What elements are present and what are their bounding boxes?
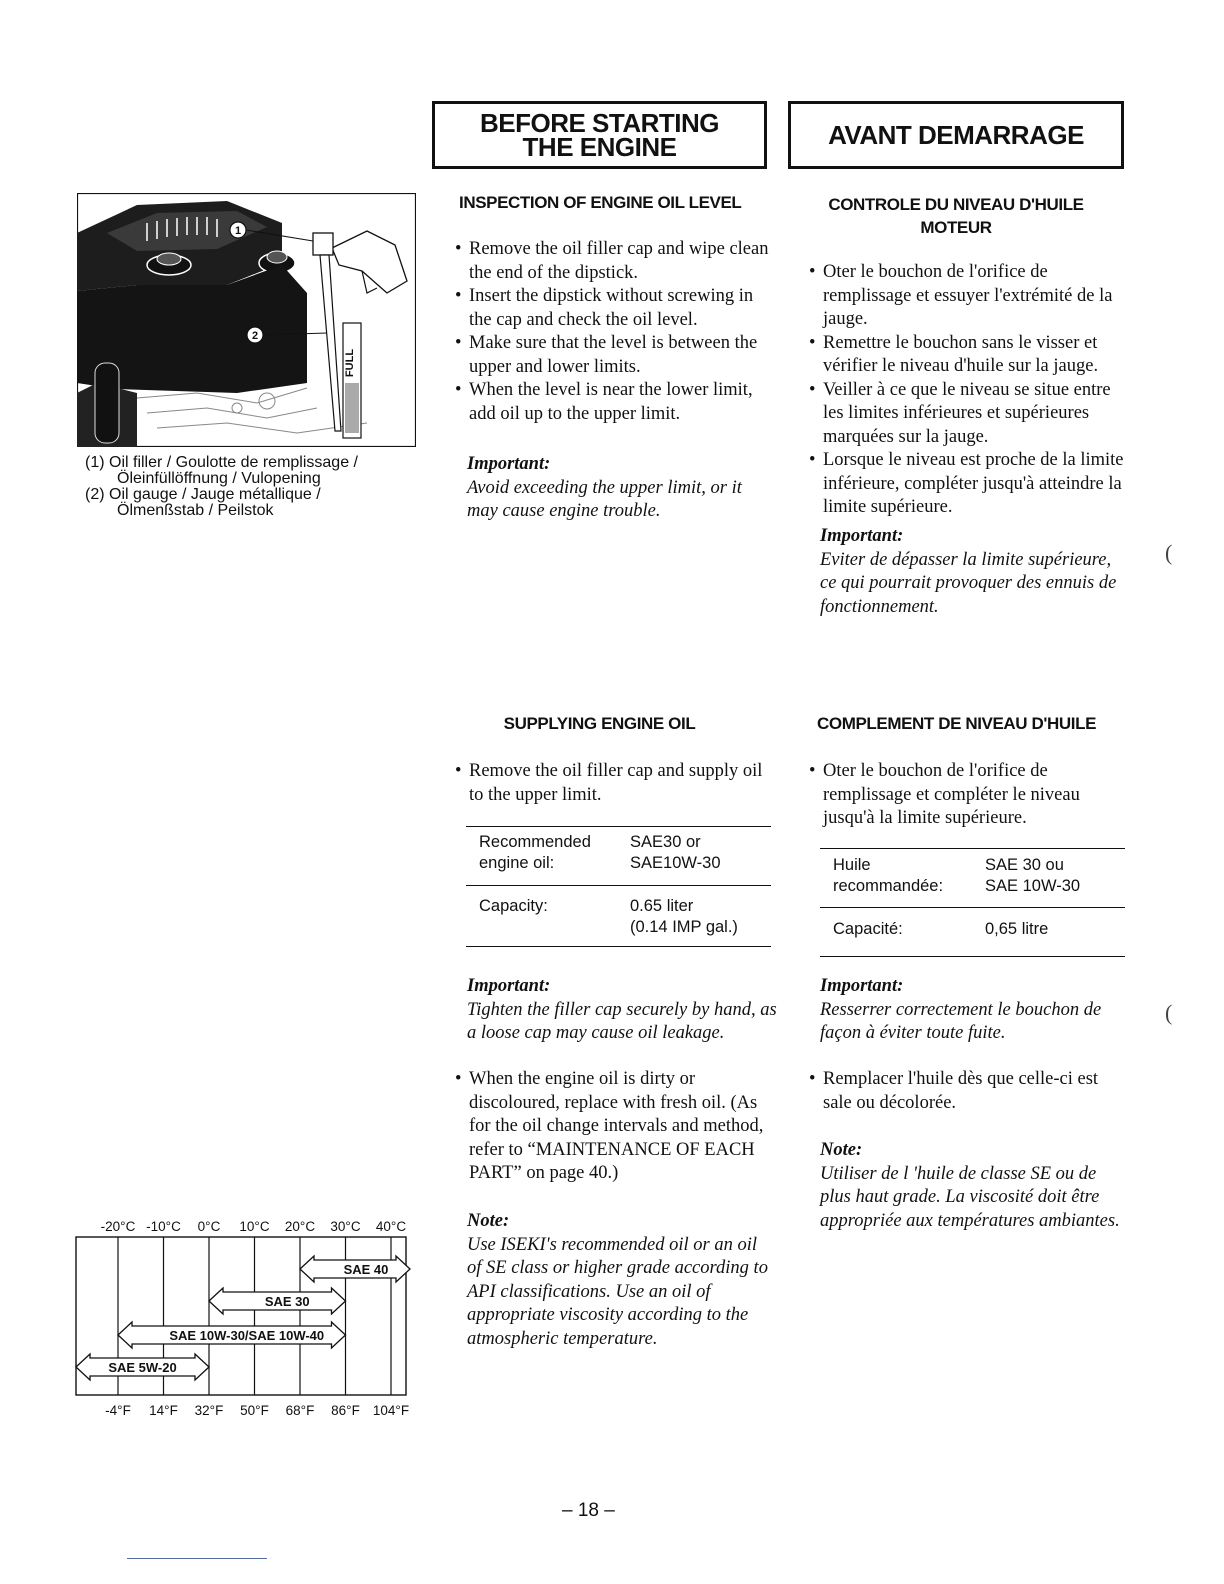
controle-bullets (809, 261, 1127, 520)
celsius-tick-label: 30°C (330, 1219, 361, 1234)
controle-important (820, 525, 1130, 619)
supplying-bullet-2 (455, 1068, 775, 1186)
spec-recommended-value (630, 832, 721, 874)
caption-1b: Öleinfüllöffnung / Vulopening (117, 470, 321, 487)
spec-capacity-value (630, 896, 738, 938)
engine-drawing (77, 193, 416, 447)
inspection-important (467, 453, 777, 524)
fahrenheit-tick-label: 50°F (240, 1403, 269, 1418)
fahrenheit-tick-label: 32°F (194, 1403, 224, 1418)
viscosity-grade-label: SAE 40 (343, 1262, 389, 1277)
spec-value-line: SAE30 or (630, 833, 701, 851)
fahrenheit-tick-label: 86°F (331, 1403, 360, 1418)
complement-important (820, 975, 1130, 1046)
list-item: • When the engine oil is dirty or discoloured, replace with fresh oil. (As for the oil change intervals and method, refer to “MAINTENANCE OF EACH PART” on page 40.) (455, 1068, 775, 1186)
complement-bullet (809, 760, 1127, 831)
page-number: – 18 – (562, 1500, 615, 1521)
viscosity-grade-label: SAE 10W-30/SAE 10W-40 (169, 1328, 325, 1343)
celsius-tick-label: 10°C (239, 1219, 270, 1234)
header-line-2: THE ENGINE (522, 132, 677, 162)
important-text: Avoid exceeding the upper limit, or it may cause engine trouble. (467, 477, 742, 521)
fr-spec-huile-value (985, 855, 1080, 897)
engine-illustration (77, 193, 416, 447)
list-item: • Oter le bouchon de l'orifice de remplissage et compléter le niveau jusqu'à la limite supérieure. (809, 760, 1127, 831)
note-text: Use ISEKI's recommended oil or an oil of SE class or higher grade according to API classifications. Use an oil of appropriate viscosity according to the atmospheric temperature. (467, 1234, 768, 1349)
celsius-tick-label: 20°C (284, 1219, 316, 1234)
caption-2b: Ölmenßstab / Peilstok (117, 502, 274, 519)
note-text: Utiliser de l 'huile de classe SE ou de plus haut grade. La viscosité doit être appropriée aux températures ambiantes. (820, 1163, 1120, 1231)
fr-table-rule-mid (820, 907, 1125, 908)
spec-label-line: recommandée: (833, 877, 944, 895)
celsius-tick-label: -10°C (146, 1219, 181, 1234)
fr-spec-capacite-label: Capacité: (833, 920, 903, 938)
spec-value-line: (0.14 IMP gal.) (630, 918, 738, 936)
important-text: Resserrer correctement le bouchon de façon à éviter toute fuite. (820, 999, 1102, 1043)
section-header-french (788, 101, 1124, 169)
header-french-title: AVANT DEMARRAGE (828, 120, 1084, 150)
fr-table-rule-top (820, 848, 1125, 849)
spec-value-line: SAE 30 ou (985, 856, 1064, 874)
table-rule-top (466, 826, 771, 827)
section-header-english (432, 101, 767, 169)
spec-capacity-label: Capacity: (479, 897, 548, 915)
supplying-important (467, 975, 777, 1046)
callout-2-number: 2 (251, 330, 259, 342)
fahrenheit-tick-label: 104°F (372, 1403, 410, 1418)
viscosity-grade-label: SAE 30 (264, 1294, 310, 1309)
caption-2a: (2) Oil gauge / Jauge métallique / (85, 486, 321, 503)
important-label: Important: (820, 976, 904, 996)
list-item: • Remove the oil filler cap and supply oil to the upper limit. (455, 760, 775, 807)
list-item: • Remettre le bouchon sans le visser et vérifier le niveau d'huile sur la jauge. (809, 332, 1127, 379)
inspection-title: INSPECTION OF ENGINE OIL LEVEL (459, 193, 742, 212)
list-item: • Oter le bouchon de l'orifice de remplissage et essuyer l'extrémité de la jauge. (809, 261, 1127, 332)
celsius-tick-label: -20°C (100, 1219, 136, 1234)
spec-value-line: 0.65 liter (630, 897, 694, 915)
list-item: • Insert the dipstick without screwing in the cap and check the oil level. (455, 285, 775, 332)
note-label: Note: (820, 1140, 863, 1160)
important-label: Important: (820, 526, 904, 546)
controle-title-line-1: CONTROLE DU NIVEAU D'HUILE (828, 195, 1084, 214)
spec-label-line: Huile (833, 856, 871, 874)
spec-value-line: SAE 10W-30 (985, 877, 1081, 895)
complement-note (820, 1139, 1128, 1233)
viscosity-chart-svg (70, 1215, 420, 1425)
dipstick-full-label: FULL (344, 348, 356, 378)
caption-1a: (1) Oil filler / Goulotte de remplissage / (85, 454, 358, 471)
table-rule-bottom (466, 946, 771, 947)
complement-title: COMPLEMENT DE NIVEAU D'HUILE (817, 714, 1097, 733)
supplying-note (467, 1210, 775, 1351)
list-item: • Lorsque le niveau est proche de la limite inférieure, compléter jusqu'à atteindre la limite supérieure. (809, 449, 1127, 520)
important-label: Important: (467, 976, 551, 996)
margin-mark: ( (1165, 540, 1173, 565)
spec-recommended-label: Recommended engine oil: (479, 833, 591, 872)
fr-spec-capacite-value: 0,65 litre (985, 920, 1049, 938)
figure-caption (85, 455, 415, 519)
list-item: • Remplacer l'huile dès que celle-ci est sale ou décolorée. (809, 1068, 1127, 1115)
callout-1-number: 1 (234, 225, 242, 237)
list-item: • Remove the oil filler cap and wipe clean the end of the dipstick. (455, 238, 775, 285)
fahrenheit-tick-label: 68°F (285, 1403, 315, 1418)
fahrenheit-tick-label: 14°F (149, 1403, 178, 1418)
fahrenheit-tick-label: -4°F (105, 1403, 131, 1418)
spec-value-line: SAE10W-30 (630, 854, 721, 872)
inspection-bullets (455, 238, 775, 426)
celsius-tick-label: 0°C (197, 1219, 221, 1234)
list-item: • When the level is near the lower limit, add oil up to the upper limit. (455, 379, 775, 426)
celsius-tick-label: 40°C (375, 1219, 407, 1234)
note-label: Note: (467, 1211, 510, 1231)
important-label: Important: (467, 454, 551, 474)
supplying-title: SUPPLYING ENGINE OIL (503, 714, 696, 733)
fr-spec-huile-label (833, 855, 943, 897)
important-text: Tighten the filler cap securely by hand, as a loose cap may cause oil leakage. (467, 999, 777, 1043)
footer-rule (127, 1558, 267, 1559)
margin-mark: ( (1165, 1000, 1173, 1025)
controle-title-line-2: MOTEUR (920, 218, 992, 237)
supplying-bullet (455, 760, 775, 807)
table-rule-mid (466, 885, 771, 886)
important-text: Eviter de dépasser la limite supérieure, ce qui pourrait provoquer des ennuis de fonctionnement. (820, 549, 1117, 617)
viscosity-grade-label: SAE 5W-20 (108, 1360, 177, 1375)
complement-bullet-2 (809, 1068, 1127, 1115)
header-line-1: BEFORE STARTING (479, 108, 720, 138)
viscosity-chart (70, 1215, 420, 1425)
fr-table-rule-bottom (820, 956, 1125, 957)
list-item: • Make sure that the level is between the upper and lower limits. (455, 332, 775, 379)
controle-title (788, 193, 1124, 239)
list-item: • Veiller à ce que le niveau se situe entre les limites inférieures et supérieures marquées sur la jauge. (809, 379, 1127, 450)
